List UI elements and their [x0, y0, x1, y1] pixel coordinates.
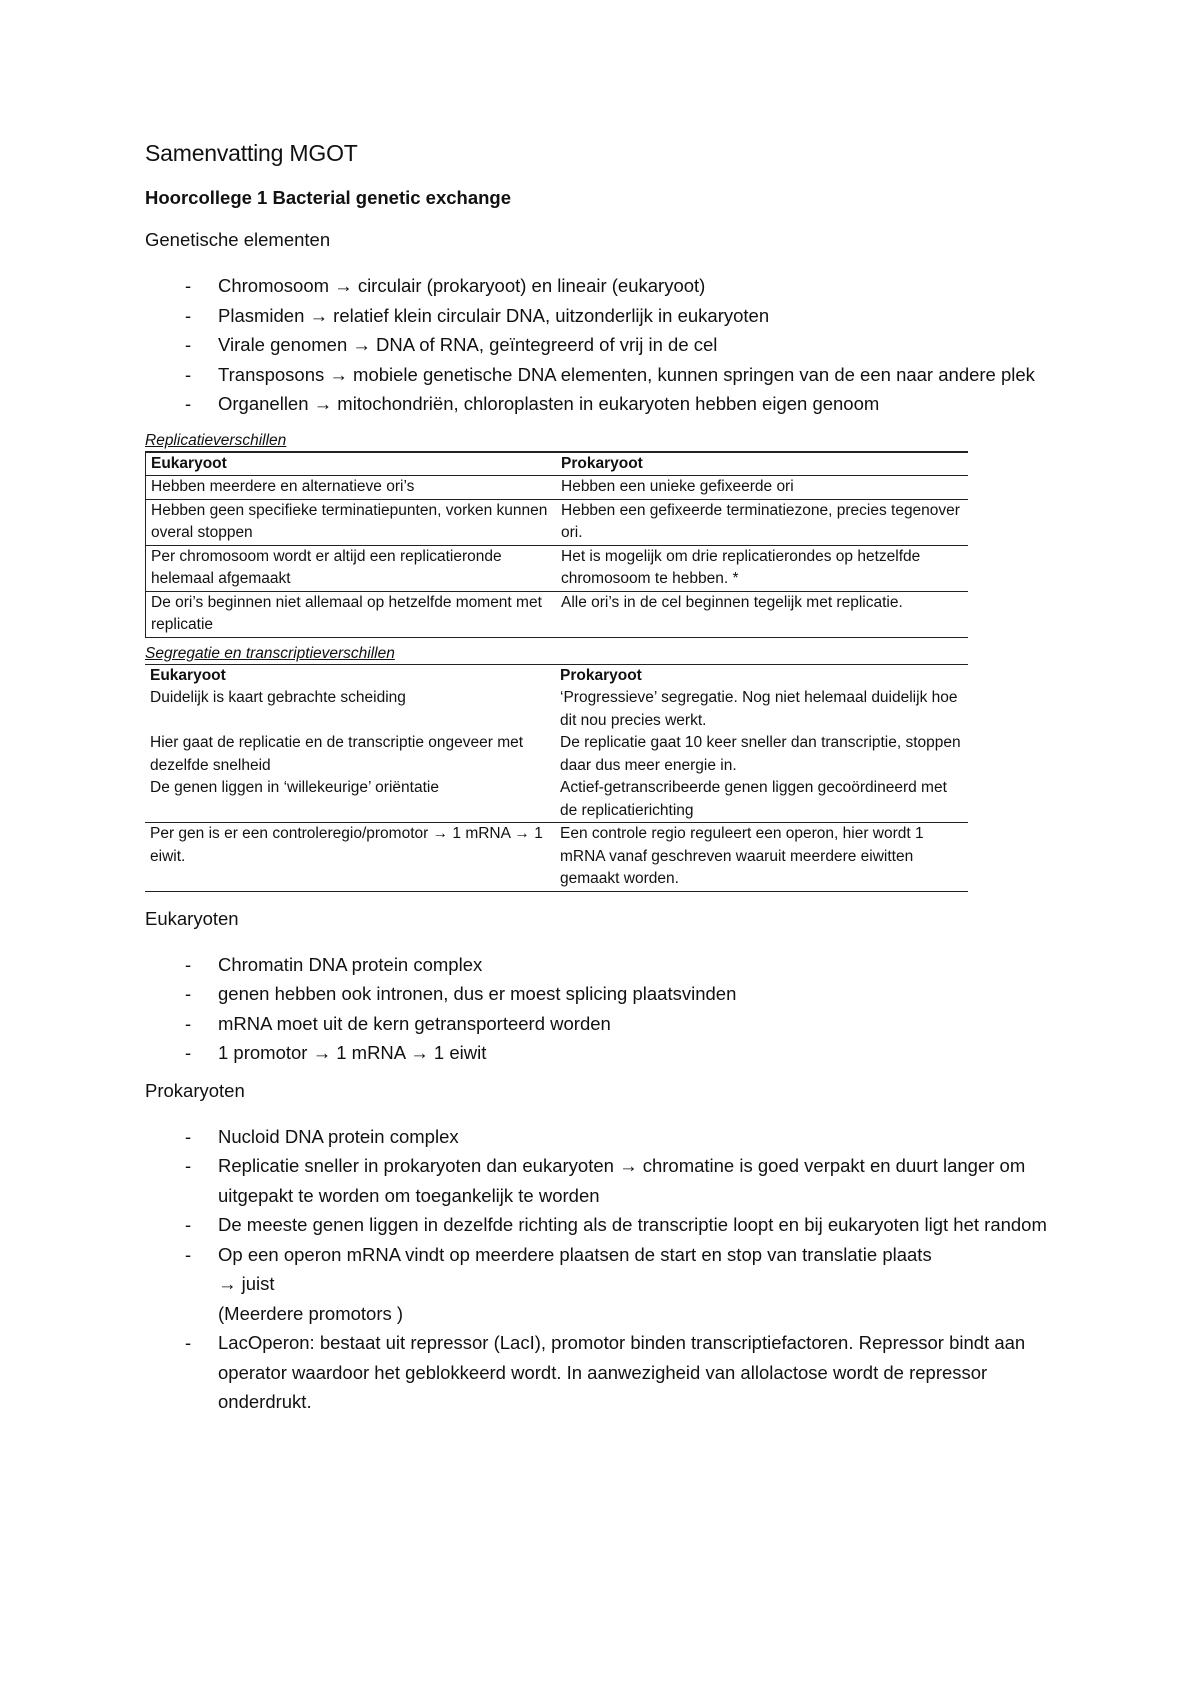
table-row [145, 732, 968, 777]
table-cell: Alle ori’s in de cel beginnen tegelijk met replicatie. [561, 593, 903, 611]
table-cell: De ori’s beginnen niet allemaal op hetzelfde moment met replicatie [151, 593, 542, 633]
list-item-text: Chromatin DNA protein complex [218, 953, 483, 975]
list-item [145, 389, 1075, 419]
table-header-row [145, 664, 968, 687]
table-row [145, 823, 968, 892]
dash-bullet: - [185, 1214, 192, 1235]
header-prokaryoot: Prokaryoot [561, 454, 643, 472]
list-item-text: mRNA moet uit de kern getransporteerd worden [218, 1012, 611, 1034]
table-cell: Een controle regio reguleert een operon, hier wordt 1 mRNA vanaf geschreven waaruit meerdere eiwitten gemaakt worden. [560, 825, 924, 887]
list-item-text: genen hebben ook intronen, dus er moest splicing plaatsvinden [218, 983, 737, 1004]
table-row [145, 777, 968, 823]
section-heading-prokaryoten: Prokaryoten [145, 1079, 245, 1101]
table-cell: Hebben een gefixeerde terminatiezone, precies tegenover ori. [561, 501, 960, 541]
document-title: Samenvatting MGOT [145, 140, 358, 166]
list-item [145, 271, 1075, 301]
header-prokaryoot: Prokaryoot [560, 666, 642, 684]
list-item-text: Nucloid DNA protein complex [218, 1125, 459, 1147]
dash-bullet: - [185, 953, 192, 975]
dash-bullet: - [185, 275, 192, 296]
list-item [145, 1038, 1075, 1068]
dash-bullet: - [185, 363, 192, 385]
header-eukaryoot: Eukaryoot [151, 454, 227, 472]
header-eukaryoot: Eukaryoot [150, 666, 226, 684]
list-item-continuation: (Meerdere promotors ) [218, 1302, 404, 1324]
list-item-text: De meeste genen liggen in dezelfde richting als de transcriptie loopt en bij eukaryoten ligt het random [218, 1214, 1047, 1235]
table-header-row [146, 452, 969, 476]
list-item [145, 950, 1075, 980]
dash-bullet: - [185, 1332, 192, 1353]
list-item [145, 1328, 1075, 1417]
table-cell: Het is mogelijk om drie replicatierondes op hetzelfde chromosoom te hebben. * [561, 547, 921, 587]
segregation-table-caption: Segregatie en transcriptieverschillen [145, 644, 395, 662]
table-cell: Hier gaat de replicatie en de transcriptie ongeveer met dezelfde snelheid [150, 734, 524, 774]
table-row [146, 545, 969, 591]
table-cell: Per gen is er een controleregio/promotor → 1 mRNA → 1 eiwit. [150, 825, 543, 865]
list-item-text: Transposons → mobiele genetische DNA elementen, kunnen springen van de een naar andere plek [218, 363, 1035, 385]
list-item-text: Chromosoom → circulair (prokaryoot) en lineair (eukaryoot) [218, 275, 706, 296]
list-item [145, 1240, 1075, 1329]
table-cell: Hebben geen specifieke terminatiepunten, vorken kunnen overal stoppen [151, 501, 548, 541]
list-item [145, 330, 1075, 360]
table-cell: Per chromosoom wordt er altijd een replicatieronde helemaal afgemaakt [151, 547, 502, 587]
list-item-text: 1 promotor → 1 mRNA → 1 eiwit [218, 1042, 487, 1063]
list-item-text: Virale genomen → DNA of RNA, geïntegreerd of vrij in de cel [218, 334, 718, 355]
table-row [146, 499, 969, 545]
table-row [146, 476, 969, 500]
dash-bullet: - [185, 304, 192, 326]
list-item-text: Op een operon mRNA vindt op meerdere plaatsen de start en stop van translatie plaats [218, 1243, 932, 1265]
table-row [145, 687, 968, 732]
table-cell: De genen liggen in ‘willekeurige’ oriëntatie [150, 779, 439, 796]
replication-table [145, 451, 968, 638]
list-item [145, 979, 1075, 1009]
list-item [145, 360, 1075, 390]
prokaryoten-list [145, 1122, 1075, 1417]
table-row [146, 591, 969, 637]
section-heading-genetic: Genetische elementen [145, 229, 331, 250]
list-item-continuation: → juist [218, 1273, 275, 1294]
list-item [145, 1151, 1075, 1210]
table-cell: Actief-getranscribeerde genen liggen gecoördineerd met de replicatierichting [560, 779, 947, 819]
segregation-table [145, 664, 968, 892]
dash-bullet: - [185, 334, 192, 355]
table-cell: ‘Progressieve’ segregatie. Nog niet helemaal duidelijk hoe dit nou precies werkt. [560, 689, 958, 729]
list-item [145, 1210, 1075, 1240]
table-cell: Hebben een unieke gefixeerde ori [561, 478, 794, 495]
dash-bullet: - [185, 1155, 192, 1176]
table-cell: Hebben meerdere en alternatieve ori’s [151, 478, 415, 495]
dash-bullet: - [185, 1125, 192, 1147]
dash-bullet: - [185, 393, 192, 414]
list-item-text: Organellen → mitochondriën, chloroplasten in eukaryoten hebben eigen genoom [218, 393, 880, 414]
eukaryoten-list [145, 950, 1075, 1068]
list-item-text: Plasmiden → relatief klein circulair DNA, uitzonderlijk in eukaryoten [218, 304, 770, 326]
list-item [145, 1009, 1075, 1039]
dash-bullet: - [185, 983, 192, 1004]
list-item [145, 1122, 1075, 1152]
document-content [145, 140, 1075, 1429]
list-item-text: LacOperon: bestaat uit repressor (LacI), promotor binden transcriptiefactoren. Repressor bindt aan operator waardoor het geblokkeerd wordt. In aanwezigheid van allolactose wordt de repressor onderdrukt. [218, 1332, 1026, 1412]
lecture-heading: Hoorcollege 1 Bacterial genetic exchange [145, 187, 512, 208]
section-heading-eukaryoten: Eukaryoten [145, 907, 239, 929]
replication-table-caption: Replicatieverschillen [145, 431, 287, 449]
table-cell: De replicatie gaat 10 keer sneller dan transcriptie, stoppen daar dus meer energie in. [560, 734, 961, 774]
list-item-text: Replicatie sneller in prokaryoten dan eukaryoten → chromatine is goed verpakt en duurt langer om uitgepakt te worden om toegankelijk te worden [218, 1155, 1026, 1206]
dash-bullet: - [185, 1042, 192, 1063]
dash-bullet: - [185, 1012, 192, 1034]
genetic-elements-list [145, 271, 1075, 419]
list-item [145, 301, 1075, 331]
dash-bullet: - [185, 1243, 192, 1265]
table-cell: Duidelijk is kaart gebrachte scheiding [150, 689, 406, 706]
